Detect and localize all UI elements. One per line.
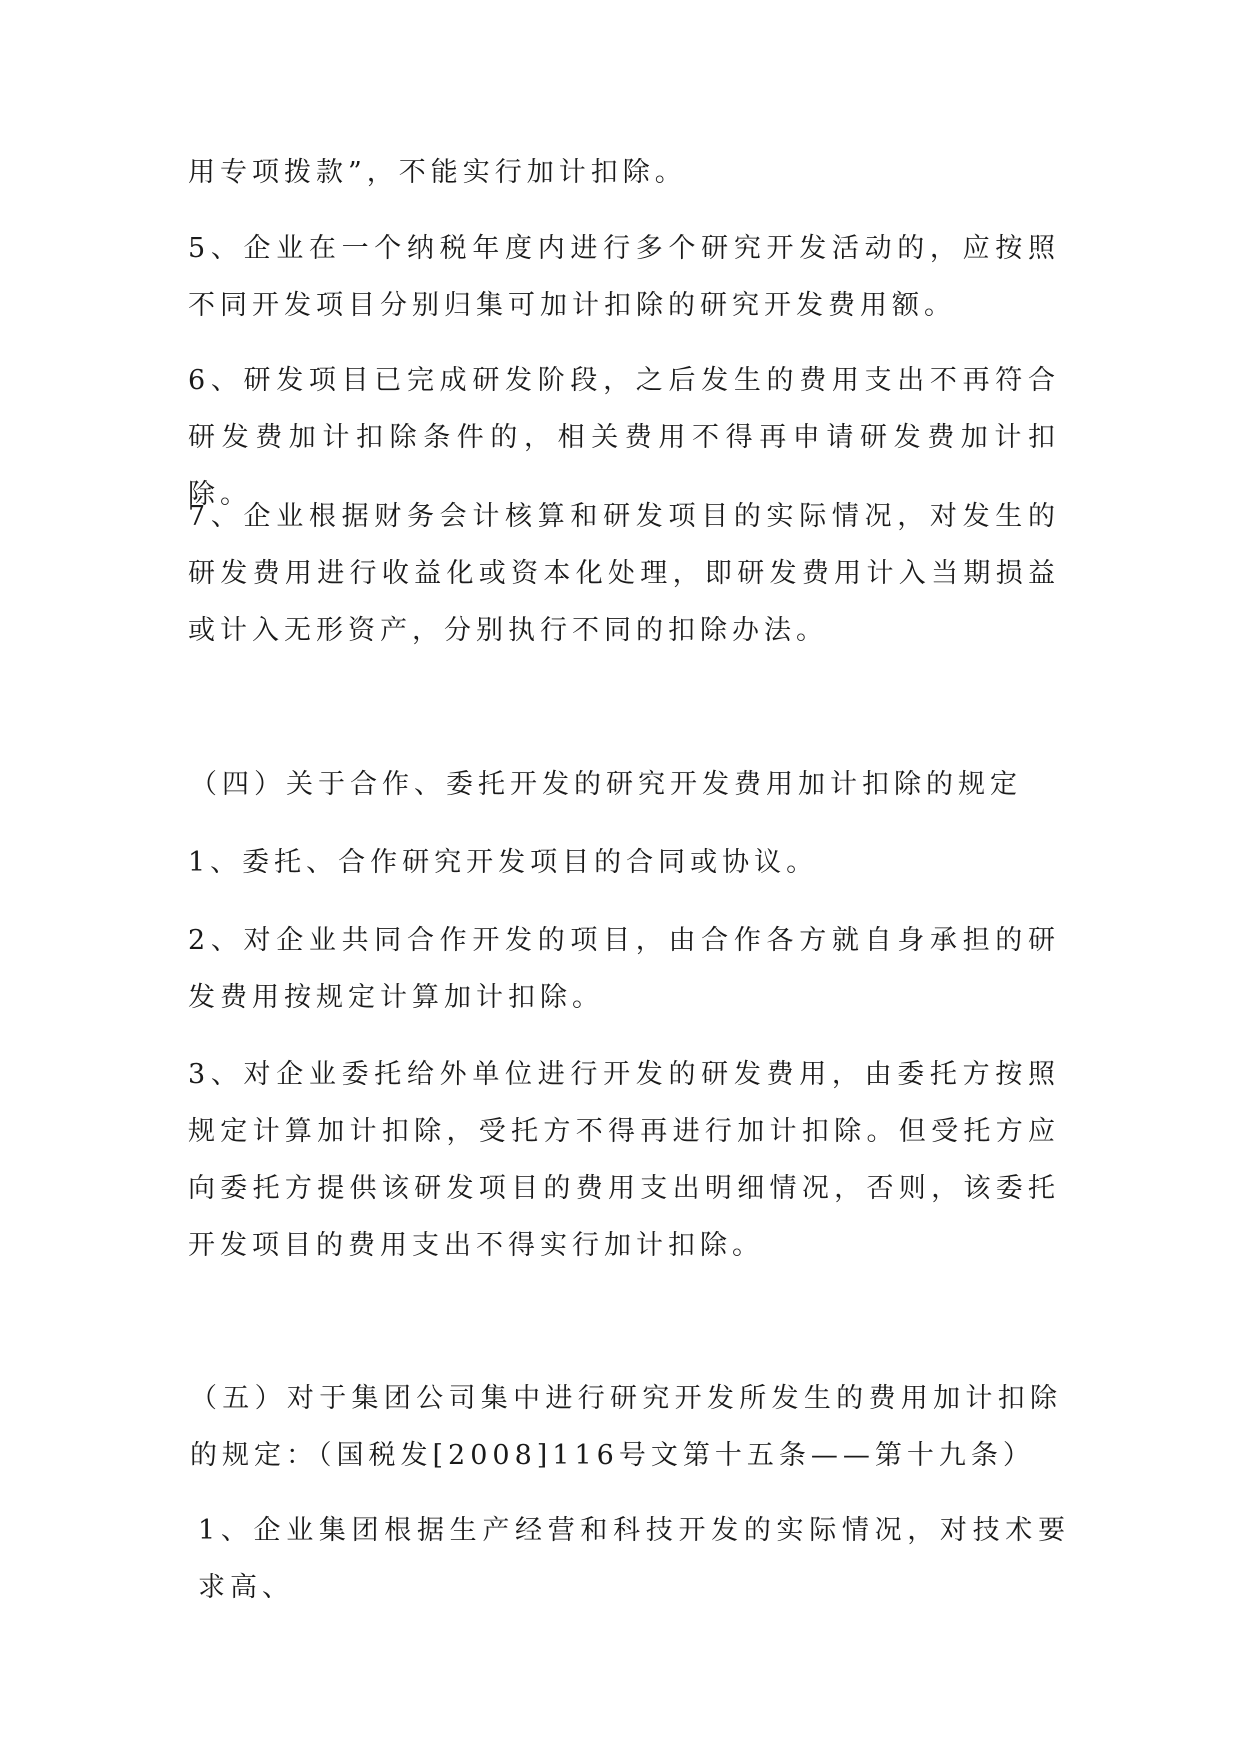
paragraph-item-5: 5、企业在一个纳税年度内进行多个研究开发活动的，应按照不同开发项目分别归集可加计扣除的研究开发费用额。 — [188, 233, 1060, 321]
paragraph-group-item-1: 1、企业集团根据生产经营和科技开发的实际情况，对技术要求高、 — [198, 1515, 1070, 1603]
paragraph-item-7: 7、企业根据财务会计核算和研发项目的实际情况，对发生的研发费用进行收益化或资本化处理，即研发费用计入当期损益或计入无形资产，分别执行不同的扣除办法。 — [188, 501, 1060, 646]
paragraph-continuation: 用专项拨款”，不能实行加计扣除。 — [188, 157, 687, 188]
paragraph-item-6: 6、研发项目已完成研发阶段，之后发生的费用支出不再符合研发费加计扣除条件的，相关费用不得再申请研发费加计扣除。 — [188, 365, 1060, 510]
section-heading-4: （四）关于合作、委托开发的研究开发费用加计扣除的规定 — [190, 769, 1022, 800]
section-heading-5: （五）对于集团公司集中进行研究开发所发生的费用加计扣除的规定：（国税发[2008]116号文第十五条——第十九条） — [190, 1383, 1062, 1471]
paragraph-item-2: 2、对企业共同合作开发的项目，由合作各方就自身承担的研发费用按规定计算加计扣除。 — [188, 925, 1060, 1013]
paragraph-item-1: 1、委托、合作研究开发项目的合同或协议。 — [188, 847, 819, 878]
paragraph-item-3: 3、对企业委托给外单位进行开发的研发费用，由委托方按照规定计算加计扣除，受托方不得再进行加计扣除。但受托方应向委托方提供该研发项目的费用支出明细情况，否则，该委托开发项目的费用支出不得实行加计扣除。 — [188, 1059, 1060, 1261]
